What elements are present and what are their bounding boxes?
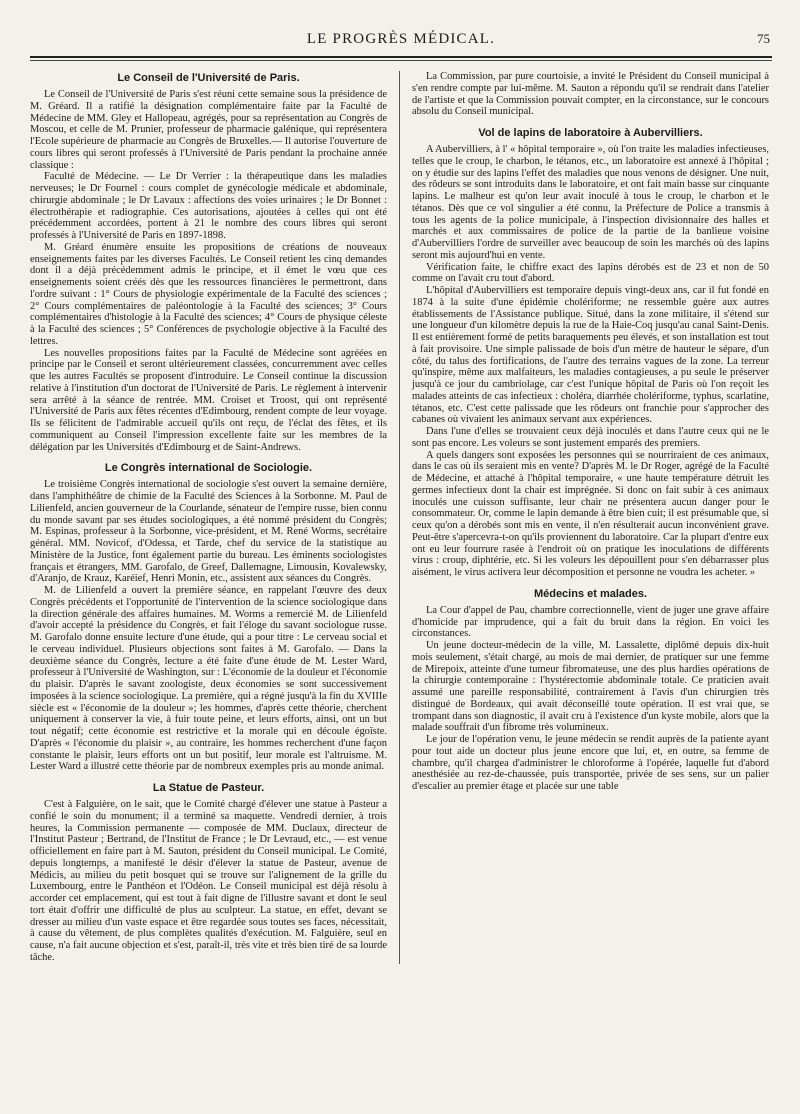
paragraph: Faculté de Médecine. — Le Dr Verrier : la thérapeutique dans les maladies nerveuses; le Dr Fournel : cours complet de gynécologie médicale et abdominale, chirurgie abdominale ; le Dr Lavaux : affections des voies urinaires ; le Dr Bonnet : électrothérapie et radiographie. Ces autorisations, ajoutées à celles qui ont été précédemment accordées, portent à 21 le nombre des cours libres qui seront professés à l'Université de Paris en 1897-1898. <box>30 171 387 241</box>
paragraph: Les nouvelles propositions faites par la Faculté de Médecine sont agréées en principe par le Conseil et seront ultérieurement classées, concurremment avec celles que les autres Facultés se proposent d'introduire. Le Conseil continue la discussion relative à l'institution d'un doctorat de l'Université de Paris. Le règlement à intervenir sera arrêté à la séance de rentrée. MM. Croiset et Troost, qui ont représenté l'Université de Paris aux fêtes récentes d'Edimbourg, rendent compte de leur voyage. Ils se félicitent de l'admirable accueil qu'ils ont reçu, de l'éclat des fêtes, et ils communiquent au Conseil l'impression excellente faite sur les membres de la délégation par les Universités d'Edimbourg et de Saint-Andrews. <box>30 347 387 453</box>
section-title-medecins: Médecins et malades. <box>533 587 648 600</box>
page-header <box>30 28 772 50</box>
paragraph: Dans l'une d'elles se trouvaient ceux déjà inoculés et dans l'autre ceux qui ne le sont pas encore. Les voleurs se sont justement emparés des premiers. <box>412 426 769 449</box>
paragraph: La Commission, par pure courtoisie, a invité le Président du Conseil municipal à s'en rendre compte par lui-même. M. Sauton a répondu qu'il se rendrait dans l'atelier de l'artiste et que la Commission pouvait compter, en la circonstance, sur le concours absolu du Conseil municipal. <box>412 71 769 118</box>
paragraph: La Cour d'appel de Pau, chambre correctionnelle, vient de juger une grave affaire d'homicide par imprudence, qui a fait du bruit dans la région. En voici les circonstances. <box>412 604 769 640</box>
header-rule-thin <box>30 60 772 61</box>
header-rule <box>30 56 772 58</box>
paragraph: Vérification faite, le chiffre exact des lapins dérobés est de 23 et non de 50 comme on l'avait cru tout d'abord. <box>412 261 769 285</box>
paragraph: Un jeune docteur-médecin de la ville, M. Lassalette, diplômé depuis dix-huit mois seulement, s'était chargé, au mois de mai dernier, de pratiquer sur une femme de Mirepoix, atteinte d'une tumeur fibromateuse, une des plus hardies opérations de la chirurgie contemporaine : l'hystérectomie abdominale totale. Ce praticien avait assumé une pareille responsabilité, contrairement à l'avis d'un chirurgien très distingué de Bordeaux, qui avait déconseillé toute opération. Il est vrai que, se trompant dans son diagnostic, il avait cru à l'existence d'un kyste mobile, alors que la malade souffrait d'un fibrome très volumineux. <box>412 640 769 734</box>
paragraph: A Aubervilliers, à l' « hôpital temporaire », où l'on traite les maladies infectieuses, telles que le croup, le charbon, le tétanos, etc., un laboratoire est annexé à l'hôpital ; on y étudie sur des lapins l'effet des maladies que nous venons de désigner. Une nuit, des rôdeurs se sont introduits dans le laboratoire, et ont fait main basse sur cinquante lapins. Le malheur est qu'on leur avait inoculé à tous le croup, le charbon et le tétanos. Dès que ce vol singulier a été connu, la Préfecture de Police a transmis à tous les agents de la police municipale, à l'inspection divisionnaire des halles et marchés et aux commissaires de police de la partie de la banlieue voisine d'Aubervilliers l'ordre de surveiller avec beaucoup de soin les marchés où des lapins seront mis aujourd'hui en vente. <box>412 144 769 261</box>
paragraph: Le troisième Congrès international de sociologie s'est ouvert la semaine dernière, dans l'amphithéâtre de chimie de la Faculté des Sciences à la Sorbonne. M. Paul de Lilienfeld, ancien gouverneur de la Courlande, sénateur de l'empire russe, bien connu du monde savant par ses études sociologiques, a été nommé président du Congrès; M. Espinas, professeur à la Sorbonne, vice-président, et M. René Worms, secrétaire général. MM. Novicof, d'Odessa, et Tarde, chef du service de la statistique au Ministère de la Justice, font également partie du bureau. Les éminents sociologistes français et étrangers, MM. Garofalo, de Greef, Dallemagne, Limousin, Kovalewsky, d'Aranjo, de Krauz, Karéief, Henri Monin, etc., assistent aux séances du Congrès. <box>30 479 387 585</box>
paragraph: M. de Lilienfeld a ouvert la première séance, en rappelant l'œuvre des deux Congrès précédents et l'opportunité de l'intervention de la science sociologique dans la direction générale des affaires humaines. M. Worms a remercié M. de Lilienfeld d'avoir accepté la présidence du Congrès, et fait l'éloge du savant sociologue russe. M. Garofalo donne ensuite lecture d'une étude, qui a pour titre : Le cerveau social et le cerveau individuel. Plusieurs objections sont faites à M. Garofalo. — Dans la deuxième séance du Congrès, lecture a été faite d'une étude de M. Lester Ward, professeur à l'Université de Washington, sur : L'économie de la douleur et l'économie du plaisir. D'après le savant zoologiste, deux économies se sont successivement imposées à la science sociologique. La première, qui a régné jusqu'à la fin du XVIIIe siècle est « l'économie de la douleur »; les hommes, d'après cette théorie, cherchent uniquement à conserver la vie, à fuir toute peine, et leurs efforts, ainsi, ont un but tout négatif; cette économie est restrictive et la morale qui en découle égoïste. D'après « l'économie du plaisir », au contraire, les hommes recherchent d'une façon constante le plaisir, leurs efforts ont un but positif, leur morale est l'altruisme. M. Lester Ward a illustré cette théorie par de nombreux exemples pris au monde animal. <box>30 585 387 773</box>
page-number: 75 <box>757 31 770 46</box>
paragraph: Le jour de l'opération venu, le jeune médecin se rendit auprès de la patiente ayant pour tout aide un docteur plus jeune encore que lui, et, en outre, sa femme de chambre, qu'il chargea d'administrer le chloroforme à l'opérée, laquelle fut d'abord anesthésiée au rez-de-chaussée, puis transportée, privée de ses sens, sur un palier d'escalier au premier étage et placée sur une table <box>412 734 769 792</box>
paragraph: M. Gréard énumère ensuite les propositions de créations de nouveaux enseignements faites par les diverses Facultés. Le Conseil retient les cinq demandes dont il a déjà précédemment admis le principe, et il émet le vœu que ces enseignements soient créés dès que les ressources financières le permettront, dans l'ordre suivant : 1° Cours de physiologie expérimentale de la Faculté des sciences ; 2° Cours complémentaires de paléontologie à la Faculté des sciences; 3° Cours complémentaires d'histologie à la Faculté des sciences; 4° Cours de physique céleste à la Faculté des sciences ; 5° Conférences de psychologie objective à la Faculté des lettres. <box>30 241 387 347</box>
article-columns <box>30 71 772 964</box>
left-column <box>30 71 399 964</box>
right-column <box>399 71 769 964</box>
section-title-vol: Vol de lapins de laboratoire à Aubervilliers. <box>478 127 703 139</box>
running-title: LE PROGRÈS MÉDICAL. <box>306 31 496 47</box>
section-title-conseil: Le Conseil de l'Université de Paris. <box>117 72 300 84</box>
section-title-congres: Le Congrès international de Sociologie. <box>104 462 313 475</box>
paragraph: C'est à Falguière, on le sait, que le Comité chargé d'élever une statue à Pasteur a confié le soin du monument; il a terminé sa maquette. Vendredi dernier, à trois heures, la Commission permanente — composée de MM. Duclaux, directeur de l'Institut Pasteur ; Bertrand, de l'Institut de France ; le Dr Levraud, etc., — est venue officiellement en faire part à M. Sauton, président du Conseil municipal. Le Comité, depuis longtemps, a manifesté le désir d'élever la statue de Pasteur, avenue de Médicis, au milieu du petit bosquet qui se trouve sur l'alignement de la grille du Luxembourg, entre le Panthéon et l'Odéon. Le Conseil municipal est déjà résolu à accorder cet emplacement, qui est tout à fait digne de l'illustre savant et dont le seul tort était d'offrir une difficulté de plus au sculpteur. La statue, en effet, devant se dresser au milieu d'un vaste espace et être regardée sous toutes ses faces, nécessitait, à cause du vêtement, de plus complètes qualités d'exécution. M. Falguière, seul en cause, n'a fait aucune objection et s'est, paraît-il, très vite et très bien tiré de sa lourde tâche. <box>30 799 387 963</box>
paragraph: Le Conseil de l'Université de Paris s'est réuni cette semaine sous la présidence de M. Gréard. Il a ratifié la désignation complémentaire faite par la Faculté de Médecine de MM. Gley et Hallopeau, agrégés, pour sa représentation au Congrès de Moscou, et celle de M. Prunier, professeur de pharmacie galénique, qui représentera l'Ecole supérieure de pharmacie au Congrès de Bruxelles.— Il autorise l'ouverture de cours libres qui seront professés à l'Université de Paris pendant la prochaine année classique : <box>30 89 387 171</box>
paragraph: L'hôpital d'Aubervilliers est temporaire depuis vingt-deux ans, car il fut fondé en 1874 à la suite d'une épidémie cholériforme; ne ressemble guère aux autres établissements de l'Assistance publique. Situé, dans la zone militaire, il s'étend sur une longueur d'un kilomètre depuis la rue de la Haie-Coq jusqu'au canal Saint-Denis. Il est entièrement formé de petits baraquements peu élevés, et son installation est tout à fait provisoire. Une simple palissade de bois d'un mètre de hauteur le sépare, d'un côté, du talus des fortifications, de l'autre des terrains vagues de la zone. La terreur qu'inspire, même aux malfaiteurs, les maladies contagieuses, a pu seule le préserver jusqu'à ce jour du cambriolage, car c'est l'unique hôpital de Paris où l'on reçoit les malades atteints de cas infectieux : choléra, diarrhée cholériforme, typhus, scarlatine, tétanos, etc. C'est cette palissade que les rôdeurs ont franchie pour s'approcher des cabanes où vivaient les animaux servant aux expériences. <box>412 285 769 426</box>
paragraph: A quels dangers sont exposées les personnes qui se nourriraient de ces animaux, dans le cas où ils seraient mis en vente? D'après M. le Dr Roger, agrégé de la Faculté de Médecine, et attaché à l'hôpital temporaire, « une haute température détruit les germes infectieux dont la chair est imprégnée. Si donc on fait subir à ces animaux inoculés une cuisson suffisante, leur chair ne présentera aucun danger pour le consommateur. Or, comme le lapin demande à être bien cuit; il est présumable que, si ceux qu'on a dérobés sont mis en vente, il n'en résulterait aucun inconvénient grave. Peut-être s'apercevra-t-on qu'ils proviennent du laboratoire. Car la plupart d'entre eux ont eu leur fourrure rasée à l'endroit où on pratique les inoculations de différents virus : croup, diphtérie, etc. Si les voleurs les dépouillent pour s'en débarrasser plus aisément, le virus activera leur décomposition et personne ne voudra les acheter. » <box>412 449 769 578</box>
section-title-statue: La Statue de Pasteur. <box>152 782 265 794</box>
